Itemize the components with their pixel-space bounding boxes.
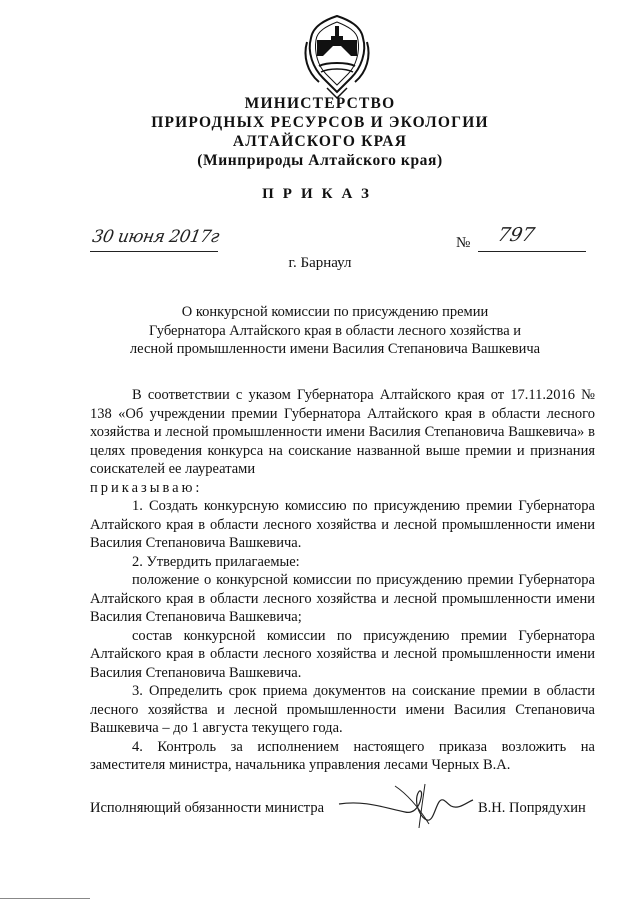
- number-underline: [478, 251, 586, 252]
- subject-line2: Губернатора Алтайского края в области лесного хозяйства и: [148, 322, 522, 339]
- signatory-name: В.Н. Попрядухин: [478, 800, 586, 816]
- date-underline: [90, 251, 218, 252]
- ministry-name-line3: АЛТАЙСКОГО КРАЯ: [232, 133, 408, 150]
- signatory-title: Исполняющий обязанности министра: [90, 800, 325, 816]
- coat-of-arms-icon: [297, 12, 377, 102]
- order-item-4: 4. Контроль за исполнением настоящего приказа возложить на заместителя министра, начальника управления лесами Черных В.А.: [90, 738, 595, 773]
- order-item-2: 2. Утвердить прилагаемые:: [132, 553, 300, 570]
- order-item-3: 3. Определить срок приема документов на соискание премии в области лесного хозяйства и лесной промышленности имени Василия Степановича Вашкевича – до 1 августа текущего года.: [90, 683, 595, 736]
- order-item-2a: положение о конкурсной комиссии по присуждению премии Губернатора Алтайского края в области лесного хозяйства и лесной промышленности имени Василия Степановича Вашкевича;: [90, 572, 595, 625]
- handwritten-signature-icon: [335, 778, 475, 830]
- intro-paragraph: В соответствии с указом Губернатора Алтайского края от 17.11.2016 № 138 «Об учреждении премии Губернатора Алтайского края в области лесного хозяйства и лесной промышленности имени Василия Степановича Вашкевича» в целях проведения конкурса на соискание названной выше премии и признания соискателей ее лауреатами: [90, 387, 595, 477]
- order-item-2b: состав конкурсной комиссии по присуждению премии Губернатора Алтайского края в области лесного хозяйства и лесной промышленности имени Василия Степановича Вашкевича.: [90, 627, 595, 681]
- footer-divider: [0, 898, 90, 899]
- order-command: приказываю:: [90, 479, 203, 496]
- order-subject: [100, 303, 570, 359]
- order-body: [90, 386, 595, 775]
- document-type-title: ПРИКАЗ: [262, 186, 378, 202]
- ministry-name-line2: ПРИРОДНЫХ РЕСУРСОВ И ЭКОЛОГИИ: [151, 114, 489, 131]
- subject-line3: лесной промышленности имени Василия Степановича Вашкевича: [129, 341, 541, 357]
- ministry-short-name: (Минприроды Алтайского края): [197, 152, 443, 169]
- city-name: г. Барнаул: [288, 255, 352, 271]
- subject-line1: О конкурсной комиссии по присуждению премии: [181, 304, 489, 320]
- number-sign: №: [456, 235, 471, 251]
- ministry-name-line1: МИНИСТЕРСТВО: [244, 95, 396, 112]
- handwritten-number: 797: [495, 224, 537, 246]
- order-item-1: 1. Создать конкурсную комиссию по присуждению премии Губернатора Алтайского края в области лесного хозяйства и лесной промышленности имени Василия Степановича Вашкевича.: [90, 498, 595, 551]
- handwritten-date: 30 июня 2017г: [90, 227, 221, 247]
